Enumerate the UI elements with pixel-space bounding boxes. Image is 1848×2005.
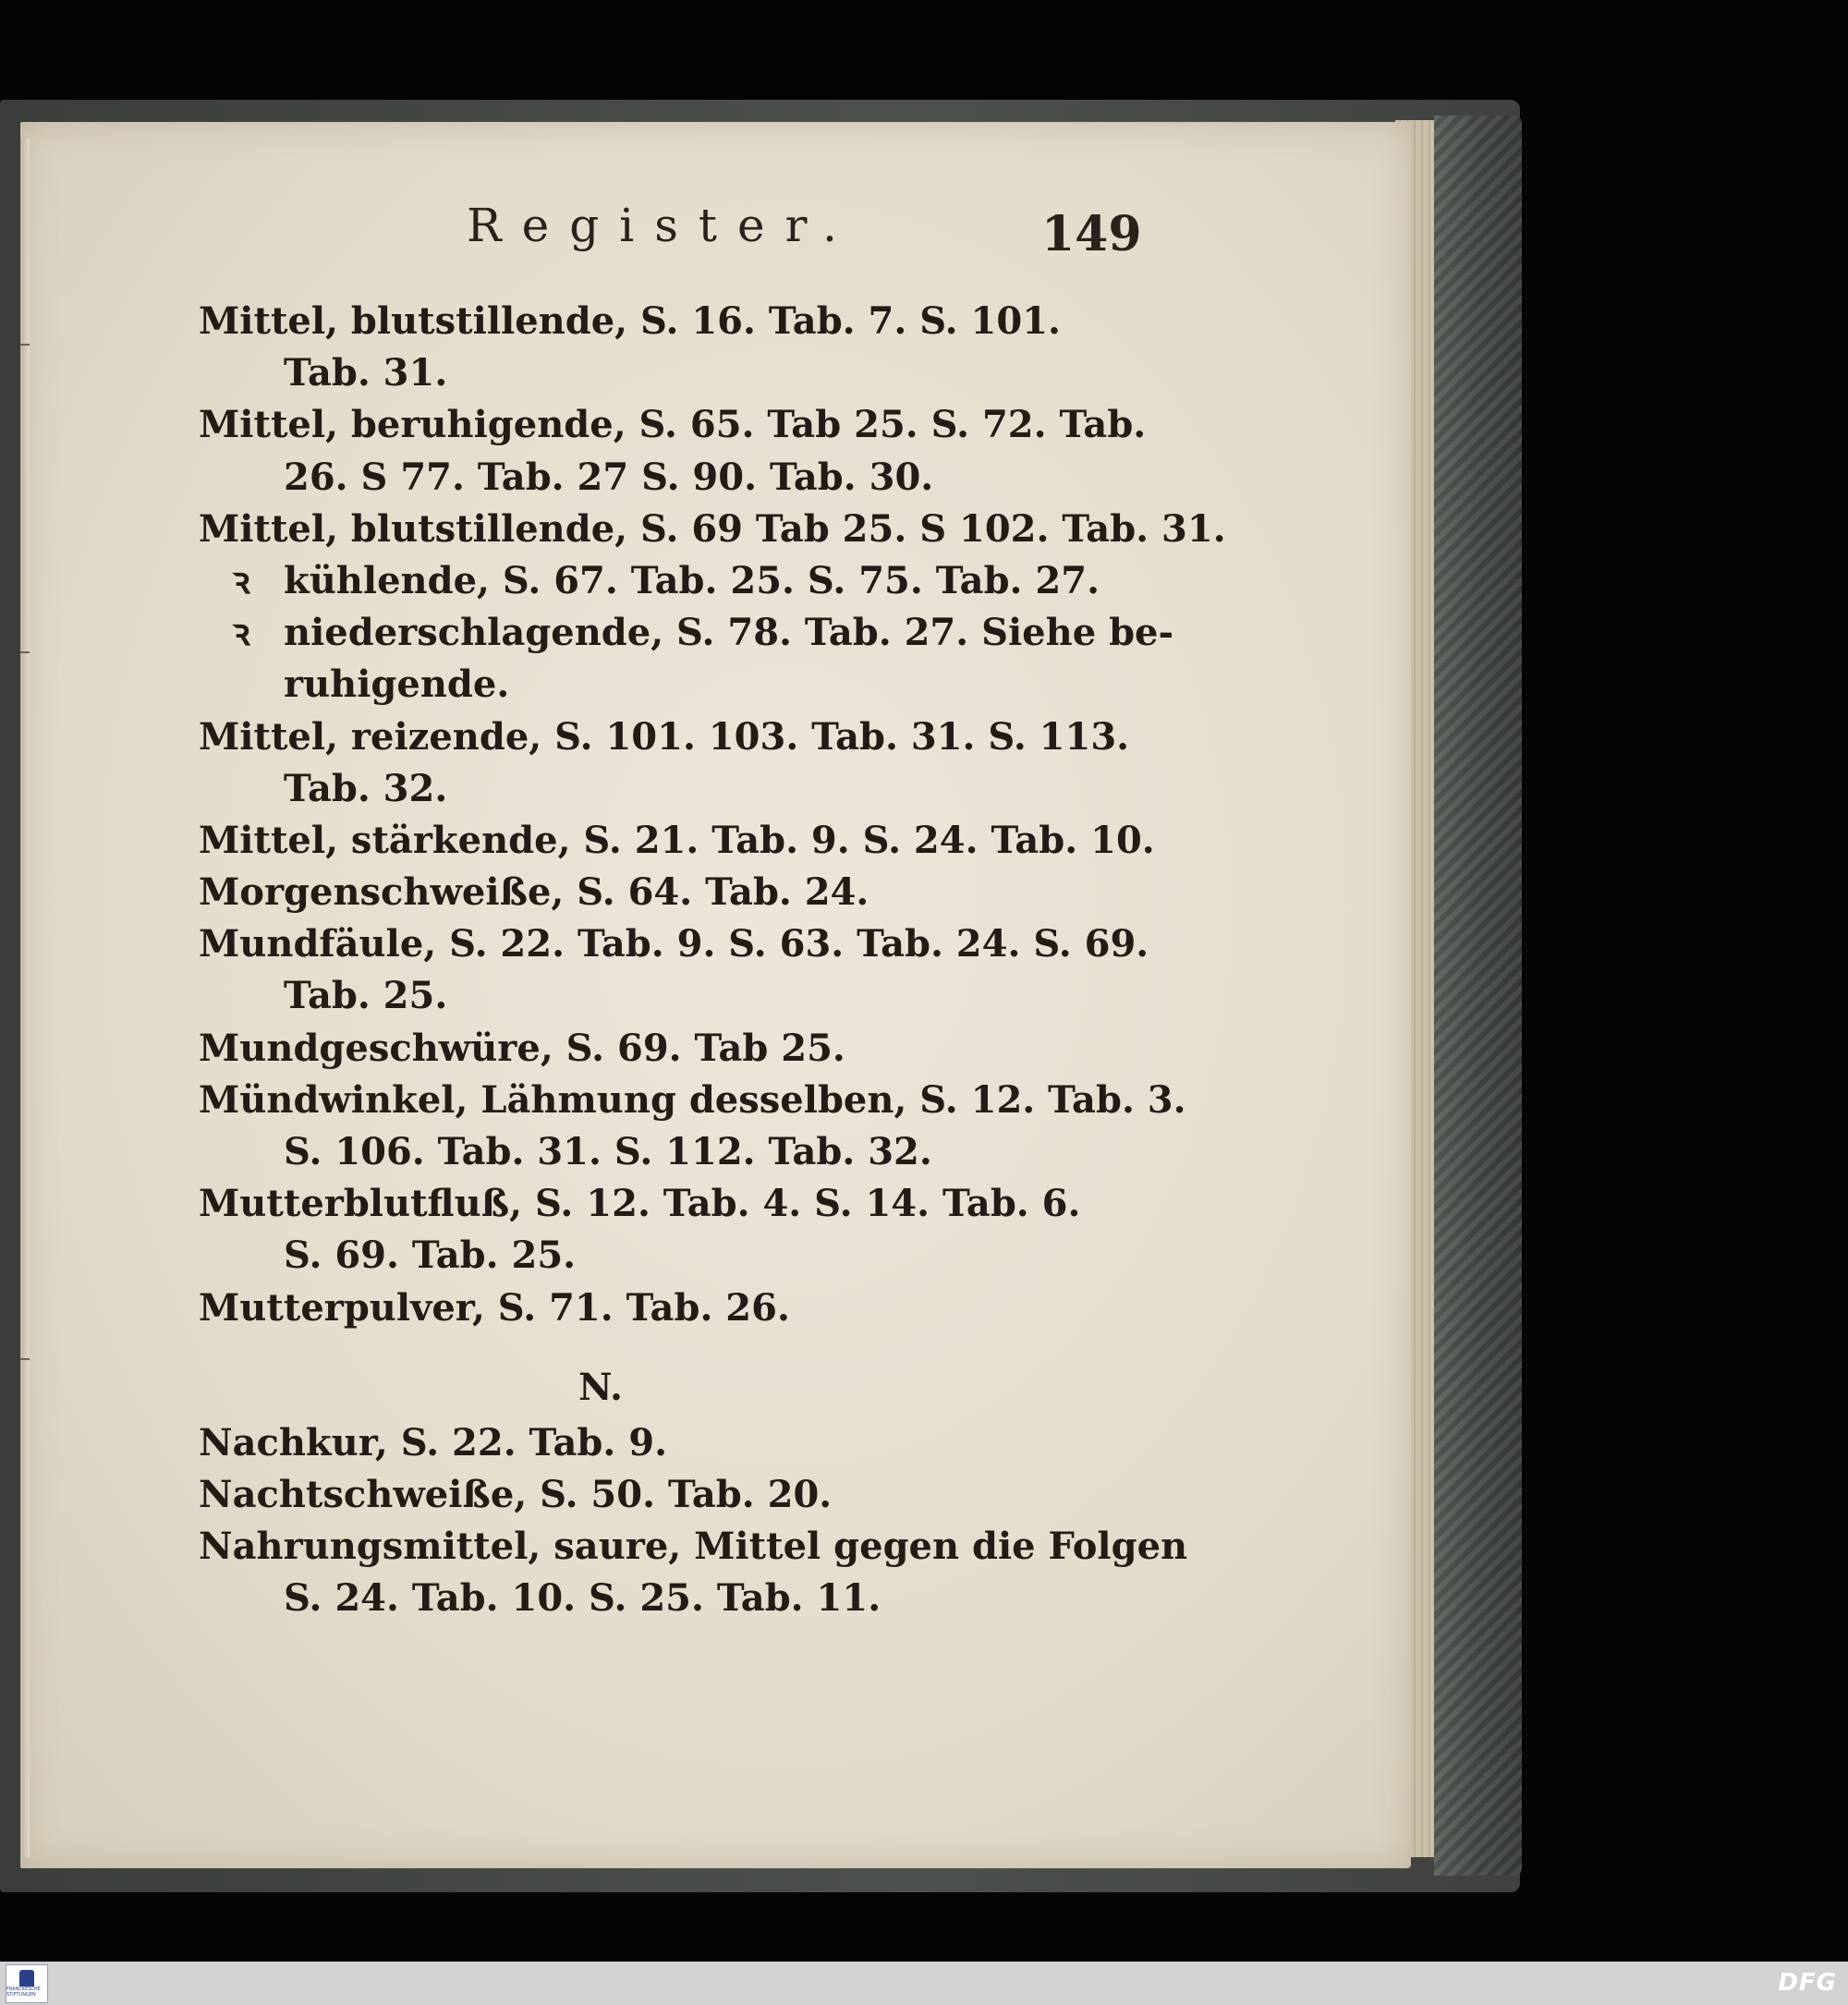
text-line: Morgenschweiße, S. 64. Tab. 24. bbox=[199, 870, 869, 915]
building-icon bbox=[19, 1970, 34, 1987]
viewer-footer-bar bbox=[0, 1962, 1848, 2005]
text-line: Mutterpulver, S. 71. Tab. 26. bbox=[199, 1285, 790, 1330]
page-number: 149 bbox=[1041, 206, 1142, 262]
institution-logo[interactable] bbox=[6, 1964, 48, 2003]
institution-logo-text: FRANCKESCHE STIFTUNGEN bbox=[6, 1987, 41, 1998]
binding-thread bbox=[20, 651, 30, 653]
text-line: ruhigende. bbox=[284, 662, 510, 707]
text-line: Mittel, blutstillende, S. 16. Tab. 7. S. 101. bbox=[199, 299, 1061, 343]
text-line-ditto: ꝛ kühlende, S. 67. Tab. 25. S. 75. Tab. 27. bbox=[199, 555, 1141, 607]
binding-thread bbox=[20, 344, 30, 346]
text-line: Mittel, stärkende, S. 21. Tab. 9. S. 24. Tab. 10. bbox=[199, 818, 1155, 862]
section-letter: N. bbox=[578, 1365, 623, 1409]
text-line: Nahrungsmittel, saure, Mittel gegen die Folgen bbox=[199, 1525, 1188, 1569]
text-line: Mittel, reizende, S. 101. 103. Tab. 31. S. 113. bbox=[199, 714, 1130, 759]
text-line: Mundfäule, S. 22. Tab. 9. S. 63. Tab. 24. S. 69. bbox=[199, 922, 1149, 966]
text-line: S. 106. Tab. 31. S. 112. Tab. 32. bbox=[284, 1130, 932, 1173]
text-line: Tab. 31. bbox=[284, 351, 448, 395]
text-line: Mutterblutfluß, S. 12. Tab. 4. S. 14. Tab. 6. bbox=[199, 1182, 1081, 1226]
running-head: Register. bbox=[467, 199, 857, 252]
text-line: Mundgeschwüre, S. 69. Tab 25. bbox=[199, 1026, 845, 1070]
text-line: Tab. 25. bbox=[284, 974, 448, 1018]
book-spine bbox=[1434, 115, 1522, 1876]
text-line: S. 24. Tab. 10. S. 25. Tab. 11. bbox=[284, 1576, 881, 1621]
text-line-ditto: ꝛ niederschlagende, S. 78. Tab. 27. Siehe be- bbox=[199, 607, 1141, 659]
text-line: Nachkur, S. 22. Tab. 9. bbox=[199, 1420, 667, 1464]
text-line: Mündwinkel, Lähmung desselben, S. 12. Tab. 3. bbox=[199, 1077, 1186, 1122]
binding-thread bbox=[20, 1358, 30, 1360]
page-gutter bbox=[20, 139, 30, 1857]
ditto-mark: ꝛ bbox=[232, 558, 250, 602]
text-line: 26. S 77. Tab. 27 S. 90. Tab. 30. bbox=[284, 455, 934, 499]
ditto-mark: ꝛ bbox=[232, 611, 250, 655]
dfg-logo[interactable]: DFG bbox=[1778, 1969, 1837, 1997]
text-line: Tab. 32. bbox=[284, 766, 448, 810]
text-line: S. 69. Tab. 25. bbox=[284, 1233, 577, 1278]
text-line: Mittel, beruhigende, S. 65. Tab 25. S. 72. Tab. bbox=[199, 403, 1147, 447]
register-text bbox=[199, 296, 1226, 1625]
text-line: Mittel, blutstillende, S. 69 Tab 25. S 102. Tab. 31. bbox=[199, 506, 1226, 551]
text-line: Nachtschweiße, S. 50. Tab. 20. bbox=[199, 1472, 833, 1516]
